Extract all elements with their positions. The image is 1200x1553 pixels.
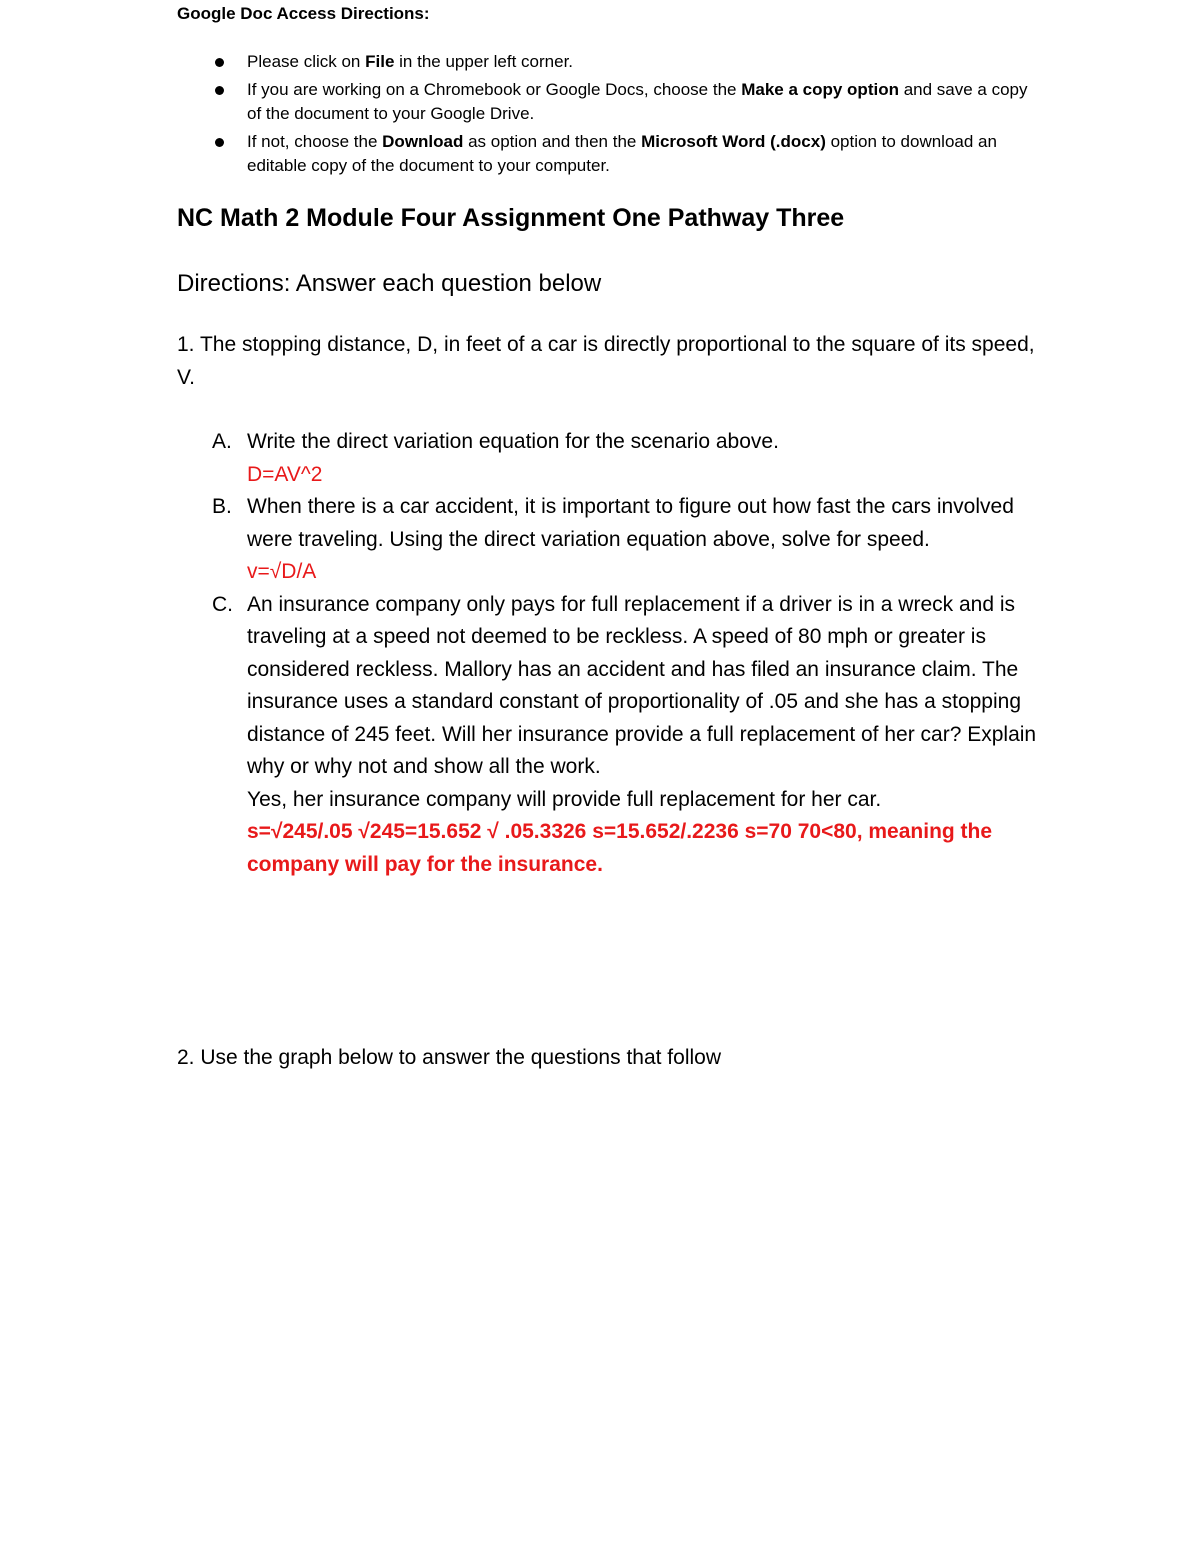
bullet-text: option to download an editable copy of the document to your computer.	[247, 132, 997, 175]
bullet-text: Please click on	[247, 52, 366, 71]
bullet-icon	[215, 86, 224, 95]
bullet-bold-text: Microsoft Word (.docx)	[641, 132, 826, 151]
part-answer: D=AV^2	[247, 462, 323, 486]
bullet-bold-text: File	[365, 52, 395, 71]
question-2-text: 2. Use the graph below to answer the questions that follow	[177, 1046, 721, 1069]
part-a	[177, 426, 1037, 491]
list-item	[177, 78, 1037, 126]
bullet-text: and save a copy of the document to your Google Drive.	[247, 80, 1028, 123]
access-directions-list	[177, 50, 1037, 182]
directions-heading: Directions: Answer each question below	[177, 270, 602, 297]
part-question-text: When there is a car accident, it is important to figure out how fast the cars involved were traveling. Using the direct variation equation above, solve for speed.	[247, 495, 1014, 551]
page-title: NC Math 2 Module Four Assignment One Pathway Three	[177, 204, 845, 232]
bullet-text: in the upper left corner.	[394, 52, 574, 71]
bullet-icon	[215, 138, 224, 147]
part-question-text: Write the direct variation equation for the scenario above.	[247, 430, 779, 453]
part-answer-plain: Yes, her insurance company will provide full replacement for her car.	[247, 787, 882, 811]
part-answer-work: s=√245/.05 √245=15.652 √ .05.3326 s=15.652/.2236 s=70 70<80, meaning the company will pay for the insurance.	[247, 820, 993, 876]
part-c	[177, 589, 1037, 882]
bullet-icon	[215, 58, 224, 67]
bullet-text: If not, choose the	[247, 132, 383, 151]
bullet-text: as option and then the	[463, 132, 642, 151]
bullet-bold-text: Download	[382, 132, 464, 151]
part-question-text: An insurance company only pays for full replacement if a driver is in a wreck and is traveling at a speed not deemed to be reckless. A speed of 80 mph or greater is considered reckless. Mallory has an accident and has filed an insurance claim. The insurance uses a standard constant of proportionality of .05 and she has a stopping distance of 245 feet. Will her insurance provide a full replacement of her car? Explain why or why not and show all the work.	[247, 592, 1037, 778]
access-directions-heading: Google Doc Access Directions:	[177, 4, 430, 23]
bullet-bold-text: Make a copy option	[741, 80, 899, 99]
part-letter: C.	[212, 592, 233, 616]
question-1-text: 1. The stopping distance, D, in feet of a car is directly proportional to the square of its speed, V.	[177, 333, 1035, 389]
list-item	[177, 50, 1037, 74]
part-answer: v=√D/A	[247, 560, 317, 583]
part-b	[177, 491, 1037, 589]
part-letter: B.	[212, 495, 232, 518]
question-1-parts	[177, 426, 1037, 881]
bullet-text: If you are working on a Chromebook or Google Docs, choose the	[247, 80, 742, 99]
part-letter: A.	[212, 430, 232, 453]
list-item	[177, 130, 1037, 178]
